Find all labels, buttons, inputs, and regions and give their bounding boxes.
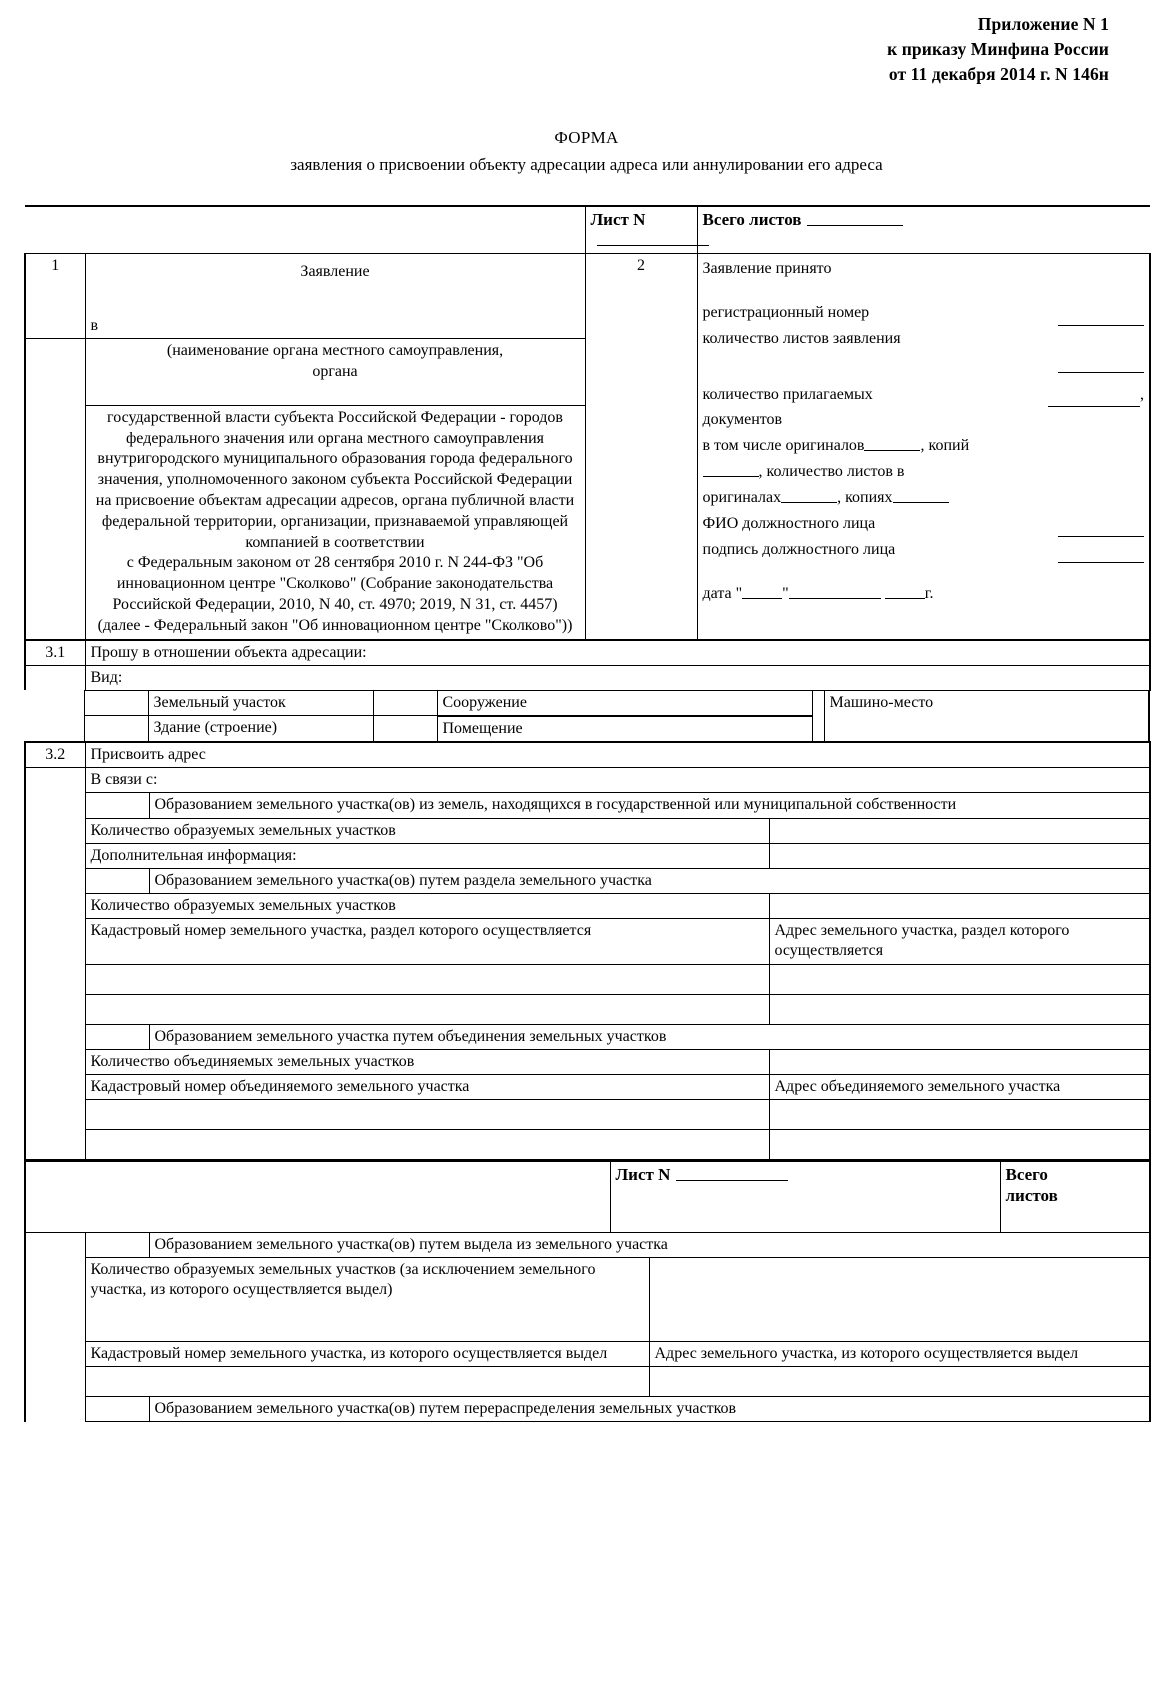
header-line-2: к приказу Минфина России — [887, 38, 1109, 59]
table-row — [25, 868, 1150, 893]
c3-right-input[interactable] — [649, 1367, 1150, 1397]
sheet2-total-label-1: Всего — [1005, 1164, 1048, 1184]
row2-label: Дополнительная информация: — [85, 843, 769, 868]
sheets-in-label: , количество листов в — [758, 463, 905, 481]
date-quote-label: " — [782, 584, 789, 602]
table-row — [25, 1367, 1150, 1397]
kind-options-table — [24, 690, 1150, 742]
checkbox-obedinenie[interactable] — [85, 1024, 149, 1049]
form-table — [24, 205, 1151, 691]
row3-pad — [25, 868, 85, 893]
sheet-header-2-row — [25, 1161, 1150, 1233]
c1-label: Количество образуемых земельных участков (за исключением земельного участка, из которого осуществляется выдел) — [85, 1258, 649, 1342]
section-32-reason-row — [25, 768, 1150, 793]
date-year-input[interactable] — [885, 587, 925, 599]
statement-title: Заявление — [300, 262, 370, 280]
row5-pad — [25, 919, 85, 964]
row9-input[interactable] — [769, 1049, 1150, 1074]
row11-pad — [25, 1100, 85, 1130]
legal-text-part-2: с Федеральным законом от 28 сентября 2010 г. N 244-ФЗ "Об инновационном центре "Сколково" (Собрание законодательства Российской Федерации, 2010, N 40, ст. 4970; 2019, N 31, ст. 4457) (далее - Федеральный закон "Об инновационном центре "Сколково")) — [97, 554, 573, 634]
sheet2-total-cell — [1000, 1161, 1150, 1233]
row0-pad — [25, 793, 85, 818]
c2-right-label: Адрес земельного участка, из которого осуществляется выдел — [649, 1342, 1150, 1367]
table-row — [25, 1024, 1150, 1049]
kind-label-cell: Вид: — [85, 665, 1150, 690]
document-header — [0, 0, 1173, 87]
date-suffix-label: г. — [924, 584, 934, 602]
copies-sheets-label: , копиях — [837, 489, 893, 507]
c0-pad — [25, 1233, 85, 1258]
form-subtitle: заявления о присвоении объекту адресации адреса или аннулировании его адреса — [290, 155, 883, 175]
kind-spacer-1[interactable] — [812, 690, 824, 716]
checkbox-sooruzhenie[interactable] — [373, 690, 437, 716]
table-row — [25, 1074, 1150, 1099]
recipient-caption-1: (наименование органа местного самоуправления, — [166, 342, 504, 360]
official-signature-input[interactable] — [1058, 560, 1144, 563]
checkbox-pereraspredelenie[interactable] — [85, 1397, 149, 1422]
copies-sheets-input[interactable] — [893, 491, 949, 503]
statement-accepted-label: Заявление принято — [702, 259, 832, 277]
official-name-label: ФИО должностного лица — [702, 515, 876, 533]
table-row — [25, 1233, 1150, 1258]
row4-label: Количество образуемых земельных участков — [85, 894, 769, 919]
checkbox-obrazovanie-iz-zemel[interactable] — [85, 793, 149, 818]
row6-right-input[interactable] — [769, 964, 1150, 994]
kind-row2-pad — [24, 716, 84, 742]
c1-input[interactable] — [649, 1258, 1150, 1342]
checkbox-vydel[interactable] — [85, 1233, 149, 1258]
originals-copies-row — [703, 433, 1145, 459]
official-signature-row — [703, 537, 1145, 563]
c4-pad — [25, 1397, 85, 1422]
legal-index-pad — [25, 405, 85, 639]
originals-sheets-label: оригиналах — [702, 489, 782, 507]
legal-text-part-1: государственной власти субъекта Российской Федерации - городов федерального значения или органа местного самоуправления внутригородского муниципального образования города федерального значения, уполномоченного законом субъекта Российской Федерации на присвоение объектам адресации адресов, органа публичной власти федеральной территории, организации, признаваемой управляющей компанией в соответствии — [95, 408, 575, 551]
checkbox-zemelny-uchastok[interactable] — [84, 690, 148, 716]
caption-index-pad — [25, 339, 85, 406]
row7-pad — [25, 994, 85, 1024]
sheet2-pad-mid — [85, 1161, 610, 1233]
row9-label: Количество объединяемых земельных участков — [85, 1049, 769, 1074]
section-31-request-cell: Прошу в отношении объекта адресации: — [85, 640, 1150, 666]
row6-left-input[interactable] — [85, 964, 769, 994]
sheet-header-pad-left — [25, 206, 85, 254]
row12-right-input[interactable] — [769, 1130, 1150, 1160]
row7-left-input[interactable] — [85, 994, 769, 1024]
kind-option-1: Сооружение — [437, 690, 812, 716]
attached-docs-label-2: документов — [702, 411, 783, 429]
checkbox-zdanie[interactable] — [84, 716, 148, 742]
attached-docs-row — [703, 382, 1145, 408]
sheets-count-row — [703, 326, 1145, 352]
sheet-number-cell — [585, 206, 697, 254]
section-2-index: 2 — [585, 253, 697, 639]
recipient-caption-cell — [85, 339, 585, 406]
row9-pad — [25, 1049, 85, 1074]
registration-number-row — [703, 300, 1145, 326]
section-32-index: 3.2 — [25, 742, 85, 768]
kind-row1-pad — [24, 690, 84, 716]
recipient-caption-2: органа — [312, 362, 358, 380]
total-sheets-label: Всего листов — [702, 209, 802, 229]
form-title: ФОРМА — [554, 127, 619, 147]
row8-text: Образованием земельного участка путем объединения земельных участков — [149, 1024, 1150, 1049]
originals-sheets-row — [703, 485, 1145, 511]
kind-option-3: Здание (строение) — [148, 716, 373, 742]
sheets-count-input[interactable] — [1058, 370, 1144, 373]
recipient-line — [91, 282, 580, 336]
c2-pad — [25, 1342, 85, 1367]
row6-pad — [25, 964, 85, 994]
row3-text: Образованием земельного участка(ов) путем раздела земельного участка — [149, 868, 1150, 893]
row5-right-label: Адрес земельного участка, раздел которого осуществляется — [769, 919, 1150, 964]
row5-left-label: Кадастровый номер земельного участка, раздел которого осуществляется — [85, 919, 769, 964]
table-row — [25, 1100, 1150, 1130]
section-32-table — [24, 741, 1151, 1160]
section-32-header-row — [25, 742, 1150, 768]
row2-pad — [25, 843, 85, 868]
c4-text: Образованием земельного участка(ов) путем перераспределения земельных участков — [149, 1397, 1150, 1422]
originals-label: в том числе оригиналов — [702, 437, 865, 455]
table-row — [25, 1130, 1150, 1160]
table-row — [25, 1342, 1150, 1367]
table-row — [25, 964, 1150, 994]
table-row — [25, 1397, 1150, 1422]
row12-pad — [25, 1130, 85, 1160]
official-name-row — [703, 511, 1145, 537]
header-line-3: от 11 декабря 2014 г. N 146н — [888, 63, 1109, 84]
section-31-row — [25, 640, 1150, 666]
sheet2-number-label: Лист N — [615, 1164, 671, 1184]
row10-right-label: Адрес объединяемого земельного участка — [769, 1074, 1150, 1099]
row1-label: Количество образуемых земельных участков — [85, 818, 769, 843]
spacer-4 — [703, 563, 1145, 581]
official-name-input[interactable] — [1058, 534, 1144, 537]
c1-pad — [25, 1258, 85, 1342]
attached-docs-input[interactable] — [1048, 395, 1140, 407]
section-1-index: 1 — [25, 253, 85, 338]
sheet2-number-input[interactable] — [676, 1168, 788, 1181]
kind-option-0: Земельный участок — [148, 690, 373, 716]
section-32-assign-cell: Присвоить адрес — [85, 742, 1150, 768]
kind-spacer-2[interactable] — [812, 716, 824, 742]
reason-index-pad — [25, 768, 85, 793]
official-signature-label: подпись должностного лица — [702, 541, 896, 558]
c3-pad — [25, 1367, 85, 1397]
row11-right-input[interactable] — [769, 1100, 1150, 1130]
kind-label-row — [25, 665, 1150, 690]
row8-pad — [25, 1024, 85, 1049]
checkbox-razdel[interactable] — [85, 868, 149, 893]
originals-input[interactable] — [864, 439, 920, 451]
registration-number-label: регистрационный номер — [702, 303, 870, 321]
sheet-number-input[interactable] — [597, 233, 709, 246]
row12-left-input[interactable] — [85, 1130, 769, 1160]
checkbox-pomeshchenie[interactable] — [373, 716, 437, 742]
originals-sheets-input[interactable] — [781, 491, 837, 503]
table-row — [25, 894, 1150, 919]
table-row — [25, 1049, 1150, 1074]
table-row — [25, 994, 1150, 1024]
row4-input[interactable] — [769, 894, 1150, 919]
spacer-1 — [703, 282, 1145, 300]
spacer-3 — [703, 370, 1145, 382]
form-table-wrapper — [24, 205, 1149, 1423]
legal-text-cell — [85, 405, 585, 639]
sheet-header-row — [25, 206, 1150, 254]
row7-right-input[interactable] — [769, 994, 1150, 1024]
kind-options-row-1 — [24, 690, 1149, 716]
date-row — [703, 581, 1145, 607]
table-row — [25, 843, 1150, 868]
table-row — [25, 818, 1150, 843]
header-line-1: Приложение N 1 — [977, 14, 1109, 34]
row1-pad — [25, 818, 85, 843]
form-title-block — [0, 125, 1173, 178]
sheet2-pad-left — [25, 1161, 85, 1233]
c3-left-input[interactable] — [85, 1367, 649, 1397]
row2-input[interactable] — [769, 843, 1150, 868]
kind-blank-cell — [824, 716, 1149, 742]
row10-left-label: Кадастровый номер объединяемого земельного участка — [85, 1074, 769, 1099]
sheets-count-label: количество листов заявления — [702, 329, 901, 347]
kind-index-pad — [25, 665, 85, 690]
kind-option-2: Машино-место — [824, 690, 1149, 716]
sheet2-number-cell — [610, 1161, 1000, 1233]
date-month-input[interactable] — [789, 587, 881, 599]
copies-input[interactable] — [703, 465, 759, 477]
registration-number-input[interactable] — [1058, 323, 1144, 326]
table-row — [25, 1258, 1150, 1342]
section-33-table — [24, 1232, 1151, 1422]
row1-input[interactable] — [769, 818, 1150, 843]
row10-pad — [25, 1074, 85, 1099]
copies-label: , копий — [920, 437, 970, 455]
sheets-in-row — [703, 459, 1145, 485]
row0-text: Образованием земельного участка(ов) из земель, находящихся в государственной или муниципальной собственности — [149, 793, 1150, 818]
statement-title-cell — [85, 253, 585, 338]
total-sheets-input[interactable] — [807, 213, 903, 226]
c2-left-label: Кадастровый номер земельного участка, из которого осуществляется выдел — [85, 1342, 649, 1367]
kind-option-4: Помещение — [437, 716, 812, 742]
date-day-input[interactable] — [742, 587, 782, 599]
attached-docs-comma: , — [1140, 385, 1144, 403]
section-1-row — [25, 253, 1150, 338]
recipient-prefix: в — [90, 317, 99, 334]
reason-label-cell: В связи с: — [85, 768, 1150, 793]
spacer-2 — [703, 352, 1145, 370]
table-row — [25, 919, 1150, 964]
section-2-cell — [697, 253, 1150, 639]
attached-docs-label-1: количество прилагаемых — [702, 385, 873, 403]
row11-left-input[interactable] — [85, 1100, 769, 1130]
row4-pad — [25, 894, 85, 919]
sheet2-total-label-2: листов — [1005, 1185, 1058, 1205]
sheet-number-label: Лист N — [590, 209, 646, 229]
kind-options-row-2 — [24, 716, 1149, 742]
sheet-header-pad-mid — [85, 206, 585, 254]
date-prefix-label: дата " — [702, 584, 743, 602]
c0-text: Образованием земельного участка(ов) путем выдела из земельного участка — [149, 1233, 1150, 1258]
total-sheets-cell — [697, 206, 1150, 254]
sheet-header-2-table — [24, 1160, 1151, 1234]
table-row — [25, 793, 1150, 818]
section-31-index: 3.1 — [25, 640, 85, 666]
